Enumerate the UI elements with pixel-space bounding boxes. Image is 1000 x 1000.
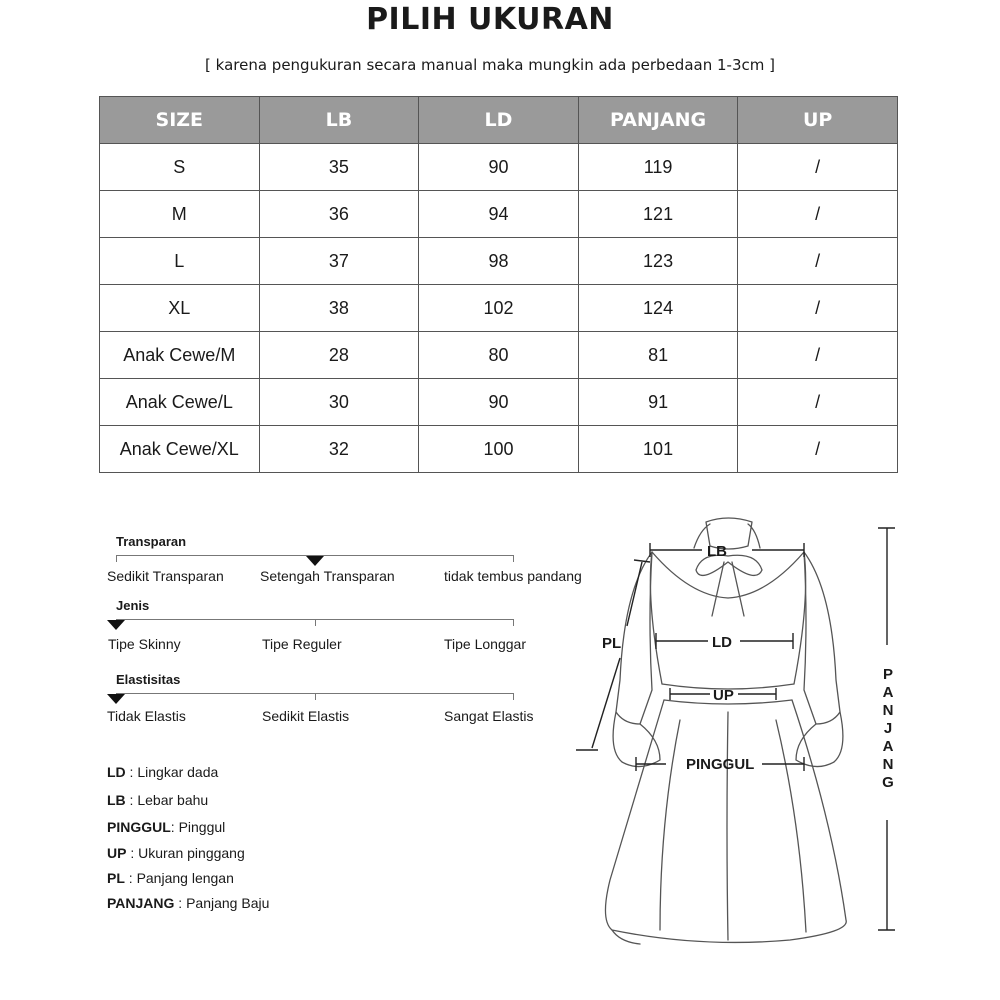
cell-up: / xyxy=(738,191,898,238)
label-lb: LB xyxy=(707,543,727,560)
cell-panjang: 123 xyxy=(578,238,738,285)
scale-label: Sedikit Transparan xyxy=(107,568,224,584)
panjang-letter: J xyxy=(883,720,893,737)
cell-up: / xyxy=(738,285,898,332)
legend-separator: : xyxy=(125,764,138,780)
cell-ld: 100 xyxy=(419,426,579,473)
bow-shape xyxy=(696,555,762,575)
skirt-shape xyxy=(605,700,846,942)
pl-tick xyxy=(634,560,650,562)
cell-up: / xyxy=(738,426,898,473)
cell-size: Anak Cewe/L xyxy=(100,379,260,426)
header-lb: LB xyxy=(259,97,419,144)
scale-label: tidak tembus pandang xyxy=(444,568,582,584)
legend-separator: : xyxy=(174,895,187,911)
header-size: SIZE xyxy=(100,97,260,144)
page-subtitle: [ karena pengukuran secara manual maka mungkin ada perbedaan 1-3cm ] xyxy=(205,56,775,74)
cell-panjang: 91 xyxy=(578,379,738,426)
legend-abbr: PL xyxy=(107,870,125,886)
panjang-letter: G xyxy=(882,774,894,791)
panjang-letter: A xyxy=(882,738,894,755)
dress-illustration xyxy=(605,518,846,944)
legend-desc: Lingkar dada xyxy=(137,764,219,780)
measurement-lines xyxy=(576,528,895,930)
cell-ld: 102 xyxy=(419,285,579,332)
legend-separator: : xyxy=(170,819,179,835)
label-pinggul: PINGGUL xyxy=(686,756,755,773)
legend-abbr: LD xyxy=(107,764,126,780)
legend-desc: Panjang lengan xyxy=(136,870,234,886)
scale-title-elastisitas: Elastisitas xyxy=(116,672,181,687)
legend-separator: : xyxy=(125,792,138,808)
panjang-letter: N xyxy=(882,756,894,773)
header-up: UP xyxy=(738,97,898,144)
scale-label: Tipe Reguler xyxy=(262,636,342,652)
cell-size: XL xyxy=(100,285,260,332)
legend-desc: Ukuran pinggang xyxy=(138,845,245,861)
legend-abbr: PANJANG xyxy=(107,895,175,911)
cell-ld: 90 xyxy=(419,379,579,426)
legend-desc: Lebar bahu xyxy=(137,792,209,808)
right-sleeve-shape xyxy=(804,552,840,724)
cell-ld: 98 xyxy=(419,238,579,285)
pl-line xyxy=(627,562,642,626)
cell-size: M xyxy=(100,191,260,238)
scale-label: Tipe Skinny xyxy=(108,636,181,652)
legend-separator: : xyxy=(124,870,137,886)
cell-up: / xyxy=(738,332,898,379)
cell-lb: 28 xyxy=(259,332,419,379)
page-title: PILIH UKURAN xyxy=(366,2,614,37)
scale-label: Sangat Elastis xyxy=(444,708,534,724)
panjang-letter: N xyxy=(882,702,894,719)
cell-panjang: 124 xyxy=(578,285,738,332)
cell-panjang: 121 xyxy=(578,191,738,238)
cell-size: S xyxy=(100,144,260,191)
cell-panjang: 81 xyxy=(578,332,738,379)
left-sleeve-shape xyxy=(616,552,652,724)
cell-lb: 38 xyxy=(259,285,419,332)
label-pl: PL xyxy=(602,635,622,652)
cell-ld: 90 xyxy=(419,144,579,191)
legend-abbr: UP xyxy=(107,845,127,861)
pl-line xyxy=(592,658,620,748)
cell-up: / xyxy=(738,238,898,285)
cell-lb: 35 xyxy=(259,144,419,191)
cell-size: L xyxy=(100,238,260,285)
cell-ld: 94 xyxy=(419,191,579,238)
cell-size: Anak Cewe/M xyxy=(100,332,260,379)
panjang-letter: A xyxy=(882,684,894,701)
panjang-letter: P xyxy=(882,666,893,683)
cell-panjang: 101 xyxy=(578,426,738,473)
label-up: UP xyxy=(713,687,734,704)
cell-up: / xyxy=(738,379,898,426)
legend-abbr: LB xyxy=(107,792,126,808)
cell-lb: 32 xyxy=(259,426,419,473)
cell-lb: 37 xyxy=(259,238,419,285)
scale-title-transparan: Transparan xyxy=(116,534,187,549)
cell-ld: 80 xyxy=(419,332,579,379)
cell-panjang: 119 xyxy=(578,144,738,191)
cell-up: / xyxy=(738,144,898,191)
header-panjang: PANJANG xyxy=(578,97,738,144)
scale-title-jenis: Jenis xyxy=(116,598,150,613)
label-ld: LD xyxy=(712,634,732,651)
scale-label: Tidak Elastis xyxy=(107,708,186,724)
scale-label: Tipe Longgar xyxy=(444,636,526,652)
cell-lb: 36 xyxy=(259,191,419,238)
cell-size: Anak Cewe/XL xyxy=(100,426,260,473)
legend-desc: Pinggul xyxy=(178,819,226,835)
legend-separator: : xyxy=(126,845,139,861)
header-ld: LD xyxy=(419,97,579,144)
cell-lb: 30 xyxy=(259,379,419,426)
legend-desc: Panjang Baju xyxy=(186,895,270,911)
scale-label: Sedikit Elastis xyxy=(262,708,350,724)
scale-label: Setengah Transparan xyxy=(260,568,395,584)
legend-abbr: PINGGUL xyxy=(107,819,171,835)
